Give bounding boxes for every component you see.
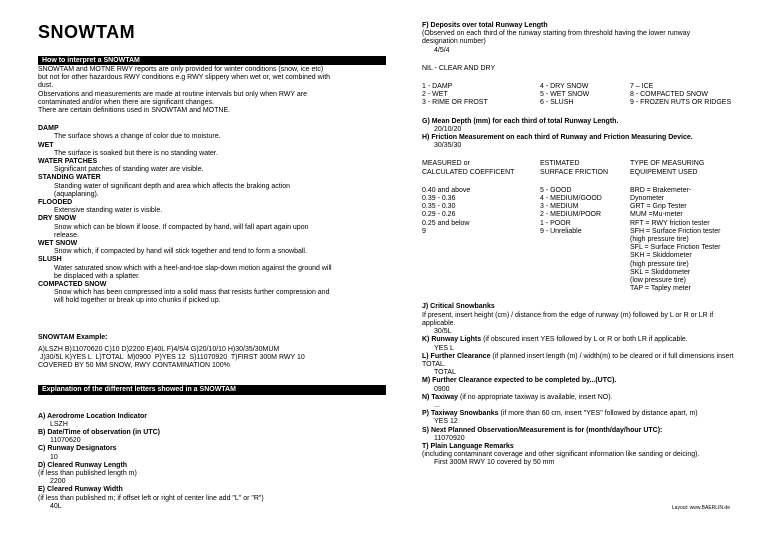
- measured-value: 0.29 - 0.26: [422, 211, 456, 219]
- definition-desc: Extensive standing water is visible.: [54, 207, 163, 215]
- item-note: (if less than published length m): [38, 469, 137, 477]
- deposit-code: 5 - WET SNOW: [540, 91, 590, 99]
- measured-value: 0.35 - 0.30: [422, 203, 456, 211]
- item-value: 4/5/4: [434, 46, 450, 54]
- item-note: (if obscured insert YES followed by L or R or both LR if applicable.: [481, 336, 688, 344]
- friction-table: [422, 160, 740, 293]
- item-label: E) Cleared Runway Width: [38, 486, 123, 494]
- deposit-code: 6 - SLUSH: [540, 99, 574, 107]
- item-note: designation number): [422, 38, 486, 46]
- item-label: H) Friction Measurement on each third of Runway and Friction Measuring Device.: [422, 134, 693, 142]
- friction-col-measured: [422, 160, 540, 293]
- item-value: 11070920: [434, 434, 465, 442]
- deposit-code: 2 - WET: [422, 91, 448, 99]
- item-label: B) Date/Time of observation (in UTC): [38, 428, 160, 436]
- equipment-value: (high pressure tire): [630, 260, 689, 268]
- item-note: (if less than published m; if offset left or right of center line add "L" or "R"): [38, 494, 264, 502]
- definition-term: WET: [38, 141, 54, 149]
- item-value: YES L: [434, 344, 454, 352]
- item-line: [422, 353, 740, 369]
- estimated-value: 2 - MEDIUM/POOR: [540, 211, 602, 219]
- measured-value: 0.40 and above: [422, 186, 471, 194]
- measured-value: 0.39 - 0.36: [422, 195, 456, 203]
- item-note: (if no appropriate taxiway is available, insert NO).: [458, 393, 613, 401]
- item-label: T) Plain Language Remarks: [422, 442, 514, 450]
- column-header: CALCULATED COEFFICENT: [422, 168, 515, 176]
- definition-desc: Snow which, if compacted by hand will stick together and tend to form a snowball.: [54, 248, 307, 256]
- equipment-value: (high pressure tire): [630, 236, 689, 244]
- deposit-code: 1 - DAMP: [422, 83, 453, 91]
- item-line: [422, 410, 740, 418]
- right-column: [422, 22, 740, 468]
- definition-term: SLUSH: [38, 256, 62, 264]
- friction-col-equipment: [630, 160, 750, 293]
- definition-term: WATER PATCHES: [38, 158, 98, 166]
- item-value: 2200: [50, 478, 66, 486]
- left-items: [38, 413, 393, 511]
- definition-term: STANDING WATER: [38, 174, 101, 182]
- item-note: (if planned insert length (m) / width(m) to be cleared or if full dimensions insert TOTAL.: [422, 352, 734, 368]
- item-value: LSZH: [50, 420, 68, 428]
- item-label: G) Mean Depth (mm) for each third of total Runway Length.: [422, 117, 619, 125]
- column-header: TYPE OF MEASURING: [630, 160, 705, 168]
- howto-line: but not for other hazardous RWY conditions e.g RWY slippery when wet or, wet combined with: [38, 74, 331, 82]
- nil-code: NIL - CLEAR AND DRY: [422, 64, 496, 72]
- howto-line: SNOWTAM and MOTNE RWY reports are only provided for winter conditions (snow, ice etc): [38, 66, 324, 73]
- estimated-value: 9 - Unreliable: [540, 227, 582, 235]
- estimated-value: 5 - GOOD: [540, 186, 572, 194]
- estimated-value: 1 - POOR: [540, 219, 571, 227]
- footer-credit: Layout: www.BAERLIN.de: [671, 504, 730, 511]
- measured-value: 0.25 and below: [422, 219, 470, 227]
- item-value: 20/10/20: [434, 125, 462, 133]
- equipment-value: SKL = Skiddometer: [630, 268, 691, 276]
- definition-desc: Significant patches of standing water are visible.: [54, 166, 204, 174]
- item-label: M) Further Clearance expected to be completed by...(UTC).: [422, 377, 617, 385]
- deposit-codes: [422, 83, 740, 108]
- example-line: J)30/5L K)YES L L)TOTAL M)0900 P)YES 12 S)11070920 T)FIRST 300M RWY 10: [38, 354, 305, 362]
- howto-line: Observations and measurements are made at routine intervals but only when RWY are: [38, 90, 307, 98]
- item-value: YES 12: [434, 418, 458, 426]
- definition-term: WET SNOW: [38, 240, 78, 248]
- item-note: (if more than 60 cm, insert "YES" followed by distance apart, m): [498, 410, 698, 418]
- deposit-code: 9 - FROZEN RUTS OR RIDGES: [630, 99, 732, 107]
- definition-term: DAMP: [38, 125, 59, 133]
- definition-term: COMPACTED SNOW: [38, 281, 107, 289]
- item-label: D) Cleared Runway Length: [38, 461, 128, 469]
- equipment-value: (low pressure tire): [630, 277, 687, 285]
- equipment-value: TAP = Tapley meter: [630, 285, 691, 293]
- column-header: EQUIPEMENT USED: [630, 168, 698, 176]
- equipment-value: GRT = Grip Tester: [630, 203, 687, 211]
- equipment-value: MUM =Mu-meter: [630, 211, 683, 219]
- item-value: 0900: [434, 385, 450, 393]
- left-column: [38, 22, 393, 511]
- explanation-heading: Explanation of the different letters showed in a SNOWTAM: [38, 385, 386, 395]
- howto-text: [38, 66, 393, 115]
- deposit-col: [540, 83, 630, 108]
- column-header: ESTIMATED: [540, 160, 580, 168]
- item-label: S) Next Planned Observation/Measurement is for (month/day/hour UTC):: [422, 426, 663, 434]
- item-note: (Observed on each third of the runway starting from threshold having the lower runway: [422, 30, 691, 38]
- column-header: MEASURED or: [422, 160, 470, 168]
- deposit-code: 3 - RIME OR FROST: [422, 99, 488, 107]
- measured-value: 9: [422, 227, 426, 235]
- item-label: L) Further Clearance: [422, 352, 491, 360]
- item-value: 11070620: [50, 437, 81, 445]
- equipment-value: BRD = Brakemeter-: [630, 186, 692, 194]
- howto-line: There are certain definitions used in SNOWTAM and MOTNE.: [38, 107, 231, 115]
- howto-line: dust.: [38, 82, 54, 90]
- example-line: COVERED BY 50 MM SNOW, RWY CONTAMINATION 100%: [38, 362, 230, 370]
- item-f: [422, 22, 740, 108]
- item-line: [422, 394, 740, 402]
- definition-term: DRY SNOW: [38, 215, 77, 223]
- item-label: C) Runway Designators: [38, 445, 117, 453]
- item-label: J) Critical Snowbanks: [422, 303, 495, 311]
- equipment-value: SFH = Surface Friction tester: [630, 227, 721, 235]
- item-label: K) Runway Lights: [422, 336, 482, 344]
- right-items: [422, 303, 740, 467]
- item-note: (including contaminant coverage and other significant information like sanding or deicing).: [422, 451, 700, 459]
- equipment-value: SKH = Skiddometer: [630, 252, 692, 260]
- deposit-col: [630, 83, 740, 108]
- column-header: SURFACE FRICTION: [540, 168, 609, 176]
- definition-desc: Snow which has been compressed into a solid mass that resists further compression and: [54, 289, 330, 297]
- item-label: P) Taxiway Snowbanks: [422, 410, 499, 418]
- item-line: [422, 336, 740, 344]
- definition-desc: Standing water of significant depth and area which affects the braking action: [54, 182, 291, 190]
- example-line: A)LSZH B)11070620 C)10 D)2200 E)40L F)4/5/4 G)20/10/10 H)30/35/30MUM: [38, 345, 280, 353]
- deposit-code: 8 - COMPACTED SNOW: [630, 91, 709, 99]
- definition-desc: The surface is soaked but there is no standing water.: [54, 149, 218, 157]
- example-heading: SNOWTAM Example:: [38, 333, 108, 341]
- definition-desc: (aquaplaning).: [54, 190, 99, 198]
- definitions-list: [38, 125, 393, 305]
- item-value: First 300M RWY 10 covered by 50 mm: [434, 459, 555, 467]
- example-block: [38, 334, 393, 371]
- item-value: 30/35/30: [434, 142, 462, 150]
- definition-desc: be displaced with a splatter.: [54, 272, 140, 280]
- item-label: A) Aerodrome Location Indicator: [38, 412, 148, 420]
- item-label: F) Deposits over total Runway Length: [422, 22, 548, 29]
- item-value: ...: [434, 401, 440, 409]
- definition-term: FLOODED: [38, 199, 73, 207]
- item-g: [422, 118, 740, 134]
- equipment-value: RFT = RWY friction tester: [630, 219, 710, 227]
- item-value: 40L: [50, 502, 62, 510]
- definition-desc: Water saturated snow which with a heel-and-toe slap-down motion against the ground will: [54, 264, 332, 272]
- deposit-col: [422, 83, 540, 108]
- page-title: SNOWTAM: [38, 22, 136, 42]
- definition-desc: will hold together or break up into chunks if picked up.: [54, 297, 221, 305]
- friction-col-estimated: [540, 160, 630, 293]
- estimated-value: 3 - MEDIUM: [540, 203, 579, 211]
- deposit-code: 4 - DRY SNOW: [540, 83, 589, 91]
- item-value: TOTAL: [434, 369, 456, 377]
- estimated-value: 4 - MEDIUM/GOOD: [540, 195, 602, 203]
- item-label: N) Taxiway: [422, 393, 459, 401]
- definition-desc: release.: [54, 231, 79, 239]
- definition-desc: Snow which can be blown if loose. If compacted by hand, will fall apart again upon: [54, 223, 309, 231]
- definition-desc: The surface shows a change of color due to moisture.: [54, 133, 221, 141]
- item-h: [422, 134, 740, 293]
- item-note: If present, insert height (cm) / distance from the edge of runway (m) followed by L or R or LR if applicable.: [422, 311, 714, 327]
- howto-line: contaminated and/or when there are significant changes.: [38, 98, 214, 106]
- equipment-value: SFL = Surface Friction Tester: [630, 244, 721, 252]
- equipment-value: Dynometer: [630, 195, 665, 203]
- item-value: 10: [50, 453, 58, 461]
- howto-heading: How to interpret a SNOWTAM: [38, 56, 386, 65]
- deposit-code: 7 – ICE: [630, 83, 654, 91]
- item-value: 30/5L: [434, 328, 452, 336]
